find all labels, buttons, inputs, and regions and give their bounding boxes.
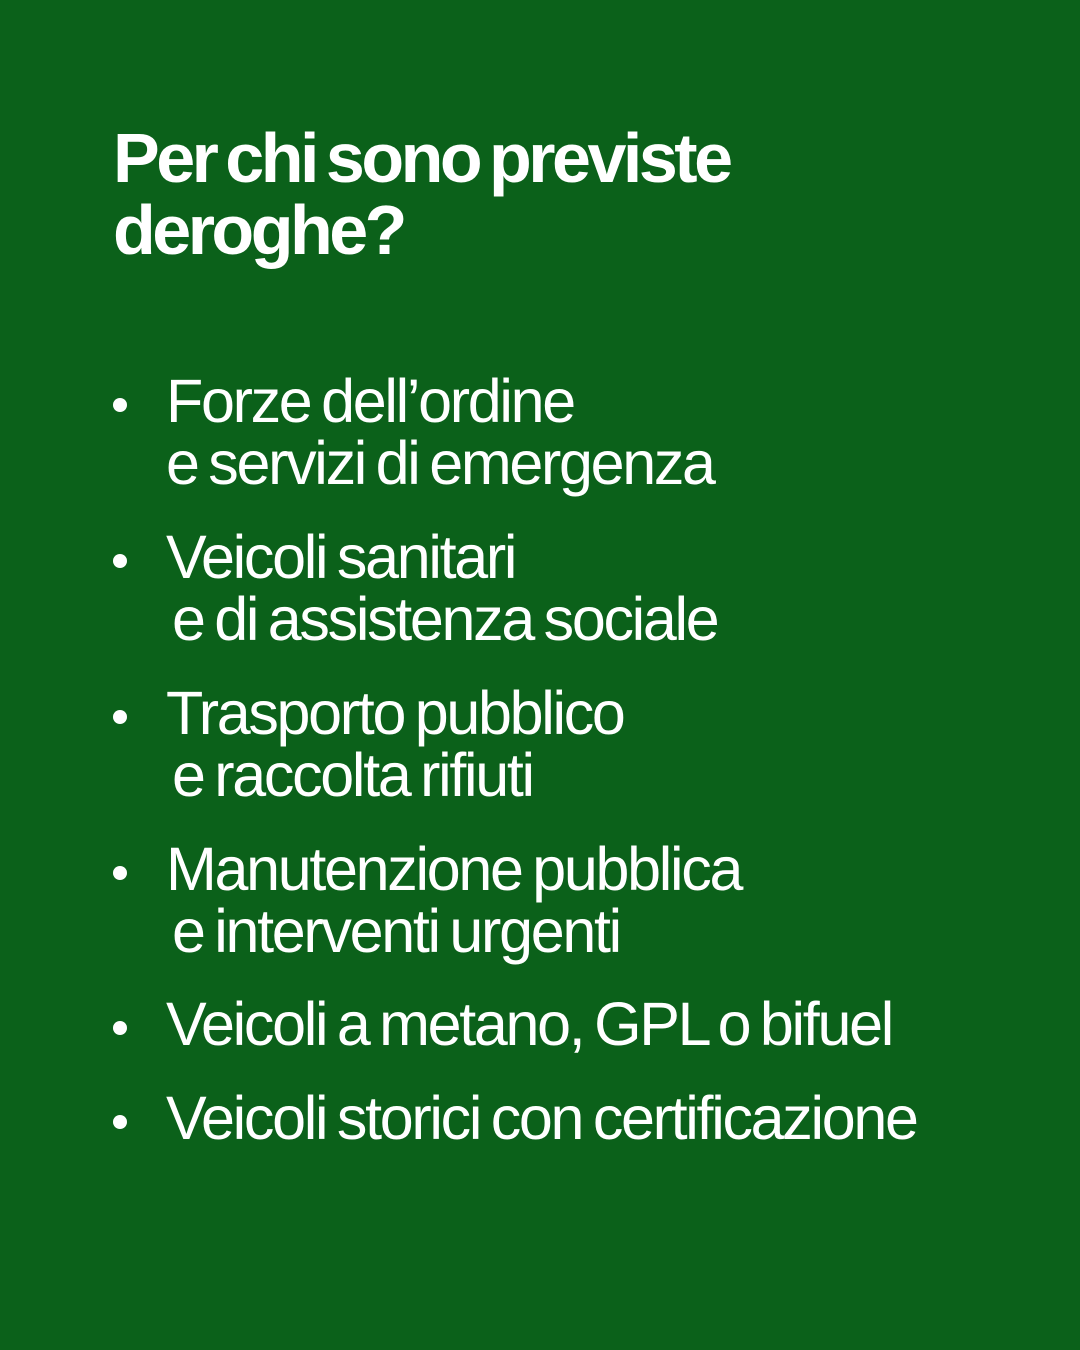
list-item-line-1: Trasporto pubblico: [166, 679, 624, 747]
list-item-line-1: Veicoli sanitari: [166, 523, 516, 591]
bullet-icon: [113, 710, 127, 724]
bullet-icon: [113, 398, 127, 412]
list-item-line-1: Manutenzione pubblica: [166, 835, 742, 903]
page-title: [113, 119, 933, 269]
list-item-line-2: e servizi di emergenza: [166, 429, 714, 497]
bullet-icon: [113, 866, 127, 880]
list-item-text: [166, 367, 1026, 497]
bullet-icon: [113, 554, 127, 568]
bullet-icon: [113, 1021, 127, 1035]
list-item-line-2: e interventi urgenti: [172, 897, 620, 965]
list-item-line-1: Forze dell’ordine: [166, 367, 574, 435]
title-line-1: Per chi sono previste: [113, 119, 730, 197]
list-item-line-2: e di assistenza sociale: [172, 585, 718, 653]
list-item-line-1: Veicoli storici con certificazione: [166, 1084, 917, 1152]
title-line-2: deroghe?: [113, 191, 404, 269]
list-item-text: [166, 523, 1026, 653]
list-item-line-1: Veicoli a metano, GPL o bifuel: [166, 990, 892, 1058]
list-item-text: [166, 835, 1026, 965]
list-item-text: [166, 679, 1026, 809]
list-item-text: [166, 1084, 1026, 1152]
list-item-text: [166, 990, 1026, 1058]
bullet-icon: [113, 1115, 127, 1129]
list-item-line-2: e raccolta rifiuti: [172, 741, 533, 809]
